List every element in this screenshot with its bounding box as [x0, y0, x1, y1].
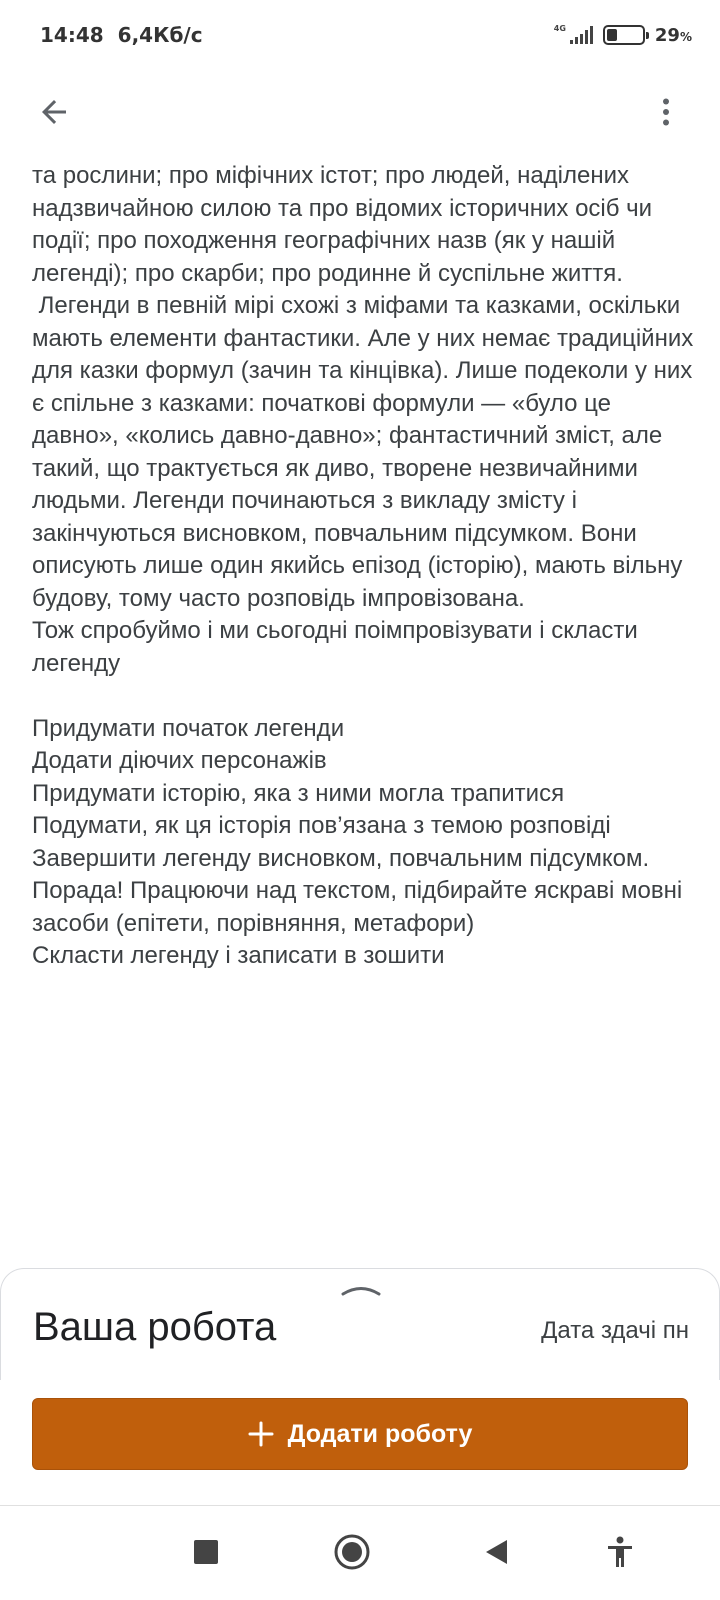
system-nav-bar — [0, 1506, 720, 1600]
home-button[interactable] — [332, 1532, 372, 1572]
content-paragraph: Скласти легенду і записати в зошити — [32, 942, 445, 969]
status-network-speed: 6,4Кб/с — [117, 23, 203, 47]
your-work-sheet[interactable] — [0, 1268, 720, 1380]
content-paragraph: Подумати, як ця історія пов’язана з темою розповіді — [32, 812, 611, 839]
add-work-label: Додати роботу — [287, 1419, 473, 1448]
back-nav-button[interactable] — [476, 1532, 516, 1572]
signal-icon — [570, 26, 593, 44]
content-paragraph: Завершити легенду висновком, повчальним підсумком. — [32, 844, 650, 872]
back-button[interactable] — [30, 88, 78, 136]
status-bar — [0, 0, 720, 70]
recents-button[interactable] — [186, 1532, 226, 1572]
your-work-title: Ваша робота — [33, 1305, 277, 1349]
content-paragraph: Придумати історію, яка з ними могла трапитися — [32, 779, 565, 807]
back-triangle-icon — [483, 1538, 509, 1566]
more-vert-icon — [648, 94, 684, 130]
content-paragraph: Тож спробуймо і ми сьогодні поімпровізувати і скласти легенду — [32, 617, 645, 677]
home-circle-icon — [333, 1533, 371, 1571]
your-work-actions — [0, 1380, 720, 1506]
assignment-description — [32, 160, 702, 973]
content-paragraph — [32, 680, 702, 713]
status-left — [40, 23, 203, 47]
battery-icon — [603, 25, 645, 45]
battery-fill — [607, 29, 617, 41]
more-options-button[interactable] — [642, 88, 690, 136]
plus-icon — [248, 1421, 274, 1447]
accessibility-button[interactable] — [600, 1532, 640, 1572]
content-paragraph: Придумати початок легенди — [32, 714, 345, 742]
content-paragraph: Додати діючих персонажів — [32, 747, 327, 774]
status-right — [554, 25, 692, 46]
content-paragraph: Порада! Працюючи над текстом, підбирайте яскраві мовні засоби (епітети, порівняння, метафори) — [32, 877, 689, 937]
battery-percent: 29% — [654, 24, 692, 46]
arrow-back-icon — [36, 94, 72, 130]
chevron-up-icon[interactable] — [341, 1281, 381, 1297]
recents-square-icon — [193, 1539, 219, 1565]
status-time: 14:48 — [40, 23, 104, 47]
app-bar — [0, 76, 720, 148]
network-type-label: 4G — [553, 23, 566, 33]
due-date-label: Дата здачі пн — [541, 1317, 689, 1344]
content-paragraph: Легенди в певній мірі схожі з міфами та казками, оскільки мають елементи фантастики. Але у них немає традиційних для казки формул (зачин та кінцівка). Лише подеколи у них є спільне з казками: початкові формули — «було це давно», «колись давно-давно»; фантастичний зміст, але такий, що трактується як диво, творене незвичайними людьми. Легенди починаються з викладу змісту і закінчуються висновком, повчальним підсумком. Вони описують лише один якийсь епізод (історію), мають вільну будову, тому часто розповідь імпровізована. — [32, 292, 700, 612]
add-work-button[interactable] — [32, 1398, 688, 1470]
accessibility-icon — [605, 1536, 635, 1568]
content-paragraph: та рослини; про міфічних істот; про людей, наділених надзвичайною силою та про відомих історичних осіб чи події; про походження географічних назв (як у нашій легенді); про скарби; про родинне й суспільне життя. — [32, 162, 659, 287]
